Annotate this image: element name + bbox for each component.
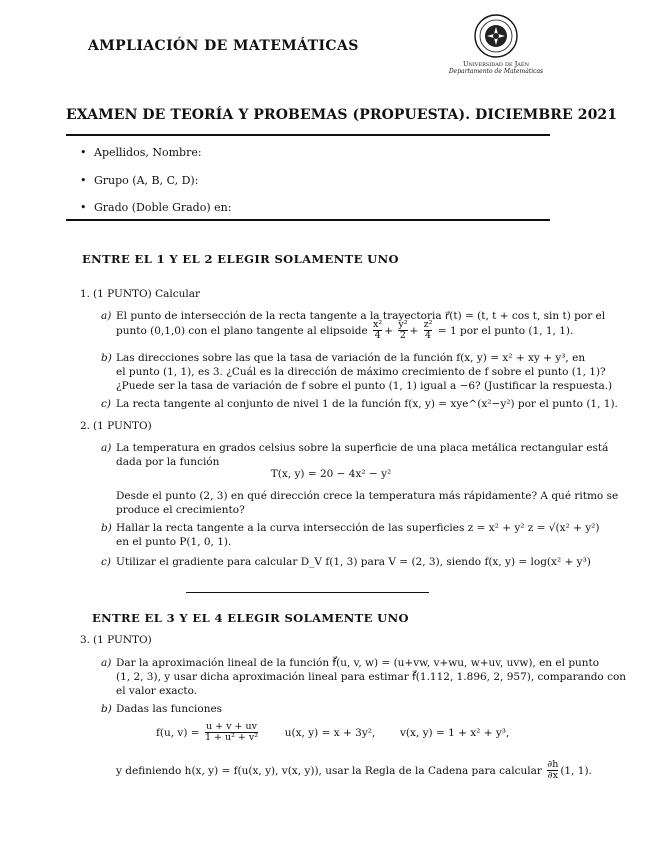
q3-number: 3. <box>80 634 91 646</box>
q1b-line2: el punto (1, 1), es 3. ¿Cuál es la dirección de máximo crecimiento de f sobre el punto (1, 1)? <box>116 366 606 378</box>
q1-heading: (1 PUNTO) Calcular <box>93 288 201 300</box>
q1b-line1: Las direcciones sobre las que la tasa de variación de la función f(x, y) = x² + xy + y³, en <box>116 352 586 364</box>
title-rule <box>66 134 550 136</box>
q2a-label: a) <box>101 442 112 454</box>
field-group-label: Grupo (A, B, C, D): <box>94 174 199 187</box>
q2b-line1: Hallar la recta tangente a la curva intersección de las superficies z = x² + y² z = √(x² + y²) <box>116 522 600 534</box>
section2-heading: ENTRE EL 3 Y EL 4 ELEGIR SOLAMENTE UNO <box>92 611 409 625</box>
q3b-label: b) <box>101 703 112 715</box>
department-name: Departamento de Matemáticas <box>448 68 544 75</box>
q3b-line2 <box>116 760 592 782</box>
field-name-label: Apellidos, Nombre: <box>94 146 202 159</box>
section-divider <box>186 592 429 593</box>
section1-heading: ENTRE EL 1 Y EL 2 ELEGIR SOLAMENTE UNO <box>82 252 399 266</box>
q2a-formula: T(x, y) = 20 − 4x² − y² <box>270 468 392 480</box>
q2a-line4: produce el crecimiento? <box>116 504 245 516</box>
f-fraction: $\frac{u + v + uv}{\text{1 + u² + v²}}$ <box>204 721 259 744</box>
q1b-label: b) <box>101 352 112 364</box>
q1b-line3: ¿Puede ser la tasa de variación de f sobre el punto (1, 1) igual a −6? (Justificar la respuesta.) <box>116 380 613 392</box>
q1c-line1: La recta tangente al conjunto de nivel 1 de la función f(x, y) = xye^(x²−y²) por el punto (1, 1). <box>116 398 618 410</box>
field-name: • Apellidos, Nombre: <box>80 146 202 159</box>
fields-rule <box>66 219 550 221</box>
q1a-line2-post: = 1 por el punto (1, 1, 1). <box>437 324 574 337</box>
q2a-line3: Desde el punto (2, 3) en qué dirección crece la temperatura más rápidamente? A qué ritmo se <box>116 490 619 502</box>
q3b-functions <box>156 722 509 744</box>
field-group: • Grupo (A, B, C, D): <box>80 174 199 187</box>
q2a-line1: La temperatura en grados celsius sobre la superficie de una placa metálica rectangular está <box>116 442 609 454</box>
course-title: AMPLIACIÓN DE MATEMÁTICAS <box>88 38 359 54</box>
q2b-line2: en el punto P(1, 0, 1). <box>116 536 232 548</box>
partial-derivative: $\frac{\partial h}{\partial x}$ <box>547 759 559 782</box>
field-degree: • Grado (Doble Grado) en: <box>80 201 232 214</box>
q1a-line2: punto (0,1,0) con el plano tangente al elipsoide $\frac{\text{x²}}{4}$ + $\frac{\text{y²}}{2}$ + $\frac{\text{z²}}{4}$ = 1 por el punto (1, 1, 1). <box>116 319 574 342</box>
q2b-label: b) <box>101 522 112 534</box>
q1a-line1: El punto de intersección de la recta tangente a la trayectoria r⃗(t) = (t, t + cos t, sin t) por el <box>116 310 606 322</box>
q2a-line2: dada por la función <box>116 456 220 468</box>
university-seal-icon <box>474 14 518 58</box>
q3a-line3: el valor exacto. <box>116 685 198 697</box>
ellipsoid-term-z: $\frac{\text{z²}}{4}$ <box>423 319 433 342</box>
q3a-line1: Dar la aproximación lineal de la función f⃗(u, v, w) = (u+vw, v+wu, w+uv, uvw), en el punto <box>116 657 600 669</box>
university-name: Universidad de Jaén <box>463 60 529 68</box>
q2c-line1: Utilizar el gradiente para calcular D_V f(1, 3) para V = (2, 3), siendo f(x, y) = log(x² + y³) <box>116 556 591 568</box>
q3b-line1: Dadas las funciones <box>116 703 223 715</box>
q1c-label: c) <box>101 398 111 410</box>
q3b-line2-pre: y definiendo h(x, y) = f(u(x, y), v(x, y)), usar la Regla de la Cadena para calcular <box>116 764 542 777</box>
q2-heading: (1 PUNTO) <box>93 420 152 432</box>
ellipsoid-term-x: $\frac{\text{x²}}{4}$ <box>373 319 383 342</box>
q3b-line2-post: (1, 1). <box>560 764 592 777</box>
q1a-label: a) <box>101 310 112 322</box>
q3a-line2: (1, 2, 3), y usar dicha aproximación lineal para estimar f⃗(1.112, 1.896, 2, 957), comparando con <box>116 671 627 683</box>
ellipsoid-term-y: $\frac{\text{y²}}{2}$ <box>398 319 408 342</box>
q1-number: 1. <box>80 288 91 300</box>
exam-title: EXAMEN DE TEORÍA Y PROBEMAS (PROPUESTA). DICIEMBRE 2021 <box>66 107 618 123</box>
q3-heading: (1 PUNTO) <box>93 634 152 646</box>
v-function: v(x, y) = 1 + x² + y³, <box>399 726 510 739</box>
q2c-label: c) <box>101 556 111 568</box>
q1a-line2-pre: punto (0,1,0) con el plano tangente al elipsoide <box>116 324 368 337</box>
q3a-label: a) <box>101 657 112 669</box>
f-lhs: f(u, v) = <box>156 726 200 739</box>
q2-number: 2. <box>80 420 91 432</box>
field-degree-label: Grado (Doble Grado) en: <box>94 201 232 214</box>
u-function: u(x, y) = x + 3y², <box>284 726 376 739</box>
